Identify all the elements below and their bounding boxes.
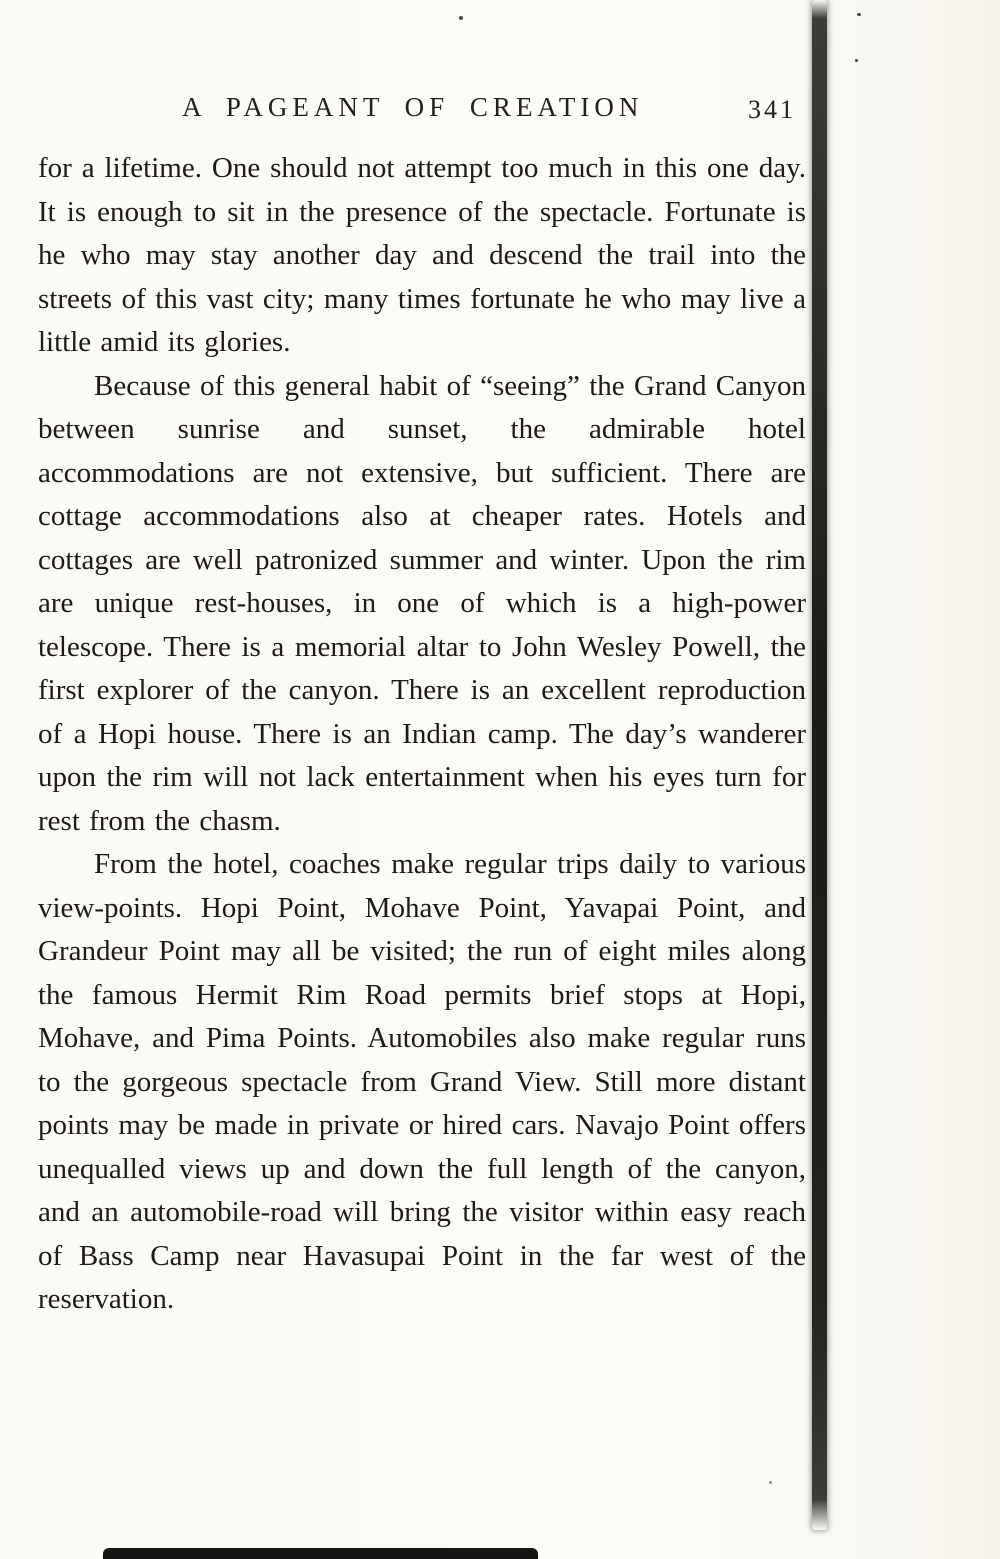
running-head (38, 92, 806, 134)
body-text (38, 147, 806, 1322)
scan-speck (855, 59, 858, 62)
scan-speck (769, 1481, 772, 1484)
paragraph: for a lifetime. One should not attempt too much in this one day. It is enough to sit in the presence of the spectacle. Fortunate is he who may stay another day and descend the trail into the streets of this vast city; many times fortunate he who may live a little amid its glories. (38, 152, 806, 358)
scan-edge-right (812, 0, 827, 1530)
paragraph: Because of this general habit of “seeing” the Grand Canyon between sunrise and sunset, the admirable hotel accommodations are not extensive, but sufficient. There are cottage accommodations also at cheaper rates. Hotels and cottages are well patronized summer and winter. Upon the rim are unique rest-houses, in one of which is a high-power telescope. There is a memorial altar to John Wesley Powell, the first explorer of the canyon. There is an excellent reproduction of a Hopi house. There is an Indian camp. The day’s wanderer upon the rim will not lack entertainment when his eyes turn for rest from the chasm. (38, 369, 806, 837)
scan-edge-bottom (103, 1548, 538, 1559)
running-head-title: A PAGEANT OF CREATION (182, 92, 644, 122)
page-number: 341 (748, 95, 796, 124)
scan-speck (857, 13, 861, 16)
scan-speck (459, 16, 463, 20)
paragraph: From the hotel, coaches make regular trips daily to various view-points. Hopi Point, Mohave Point, Yavapai Point, and Grandeur Point may all be visited; the run of eight miles along the famous Hermit Rim Road permits brief stops at Hopi, Mohave, and Pima Points. Automobiles also make regular runs to the gorgeous spectacle from Grand View. Still more distant points may be made in private or hired cars. Navajo Point offers unequalled views up and down the full length of the canyon, and an automobile-road will bring the visitor within easy reach of Bass Camp near Havasupai Point in the far west of the reservation. (38, 848, 806, 1315)
